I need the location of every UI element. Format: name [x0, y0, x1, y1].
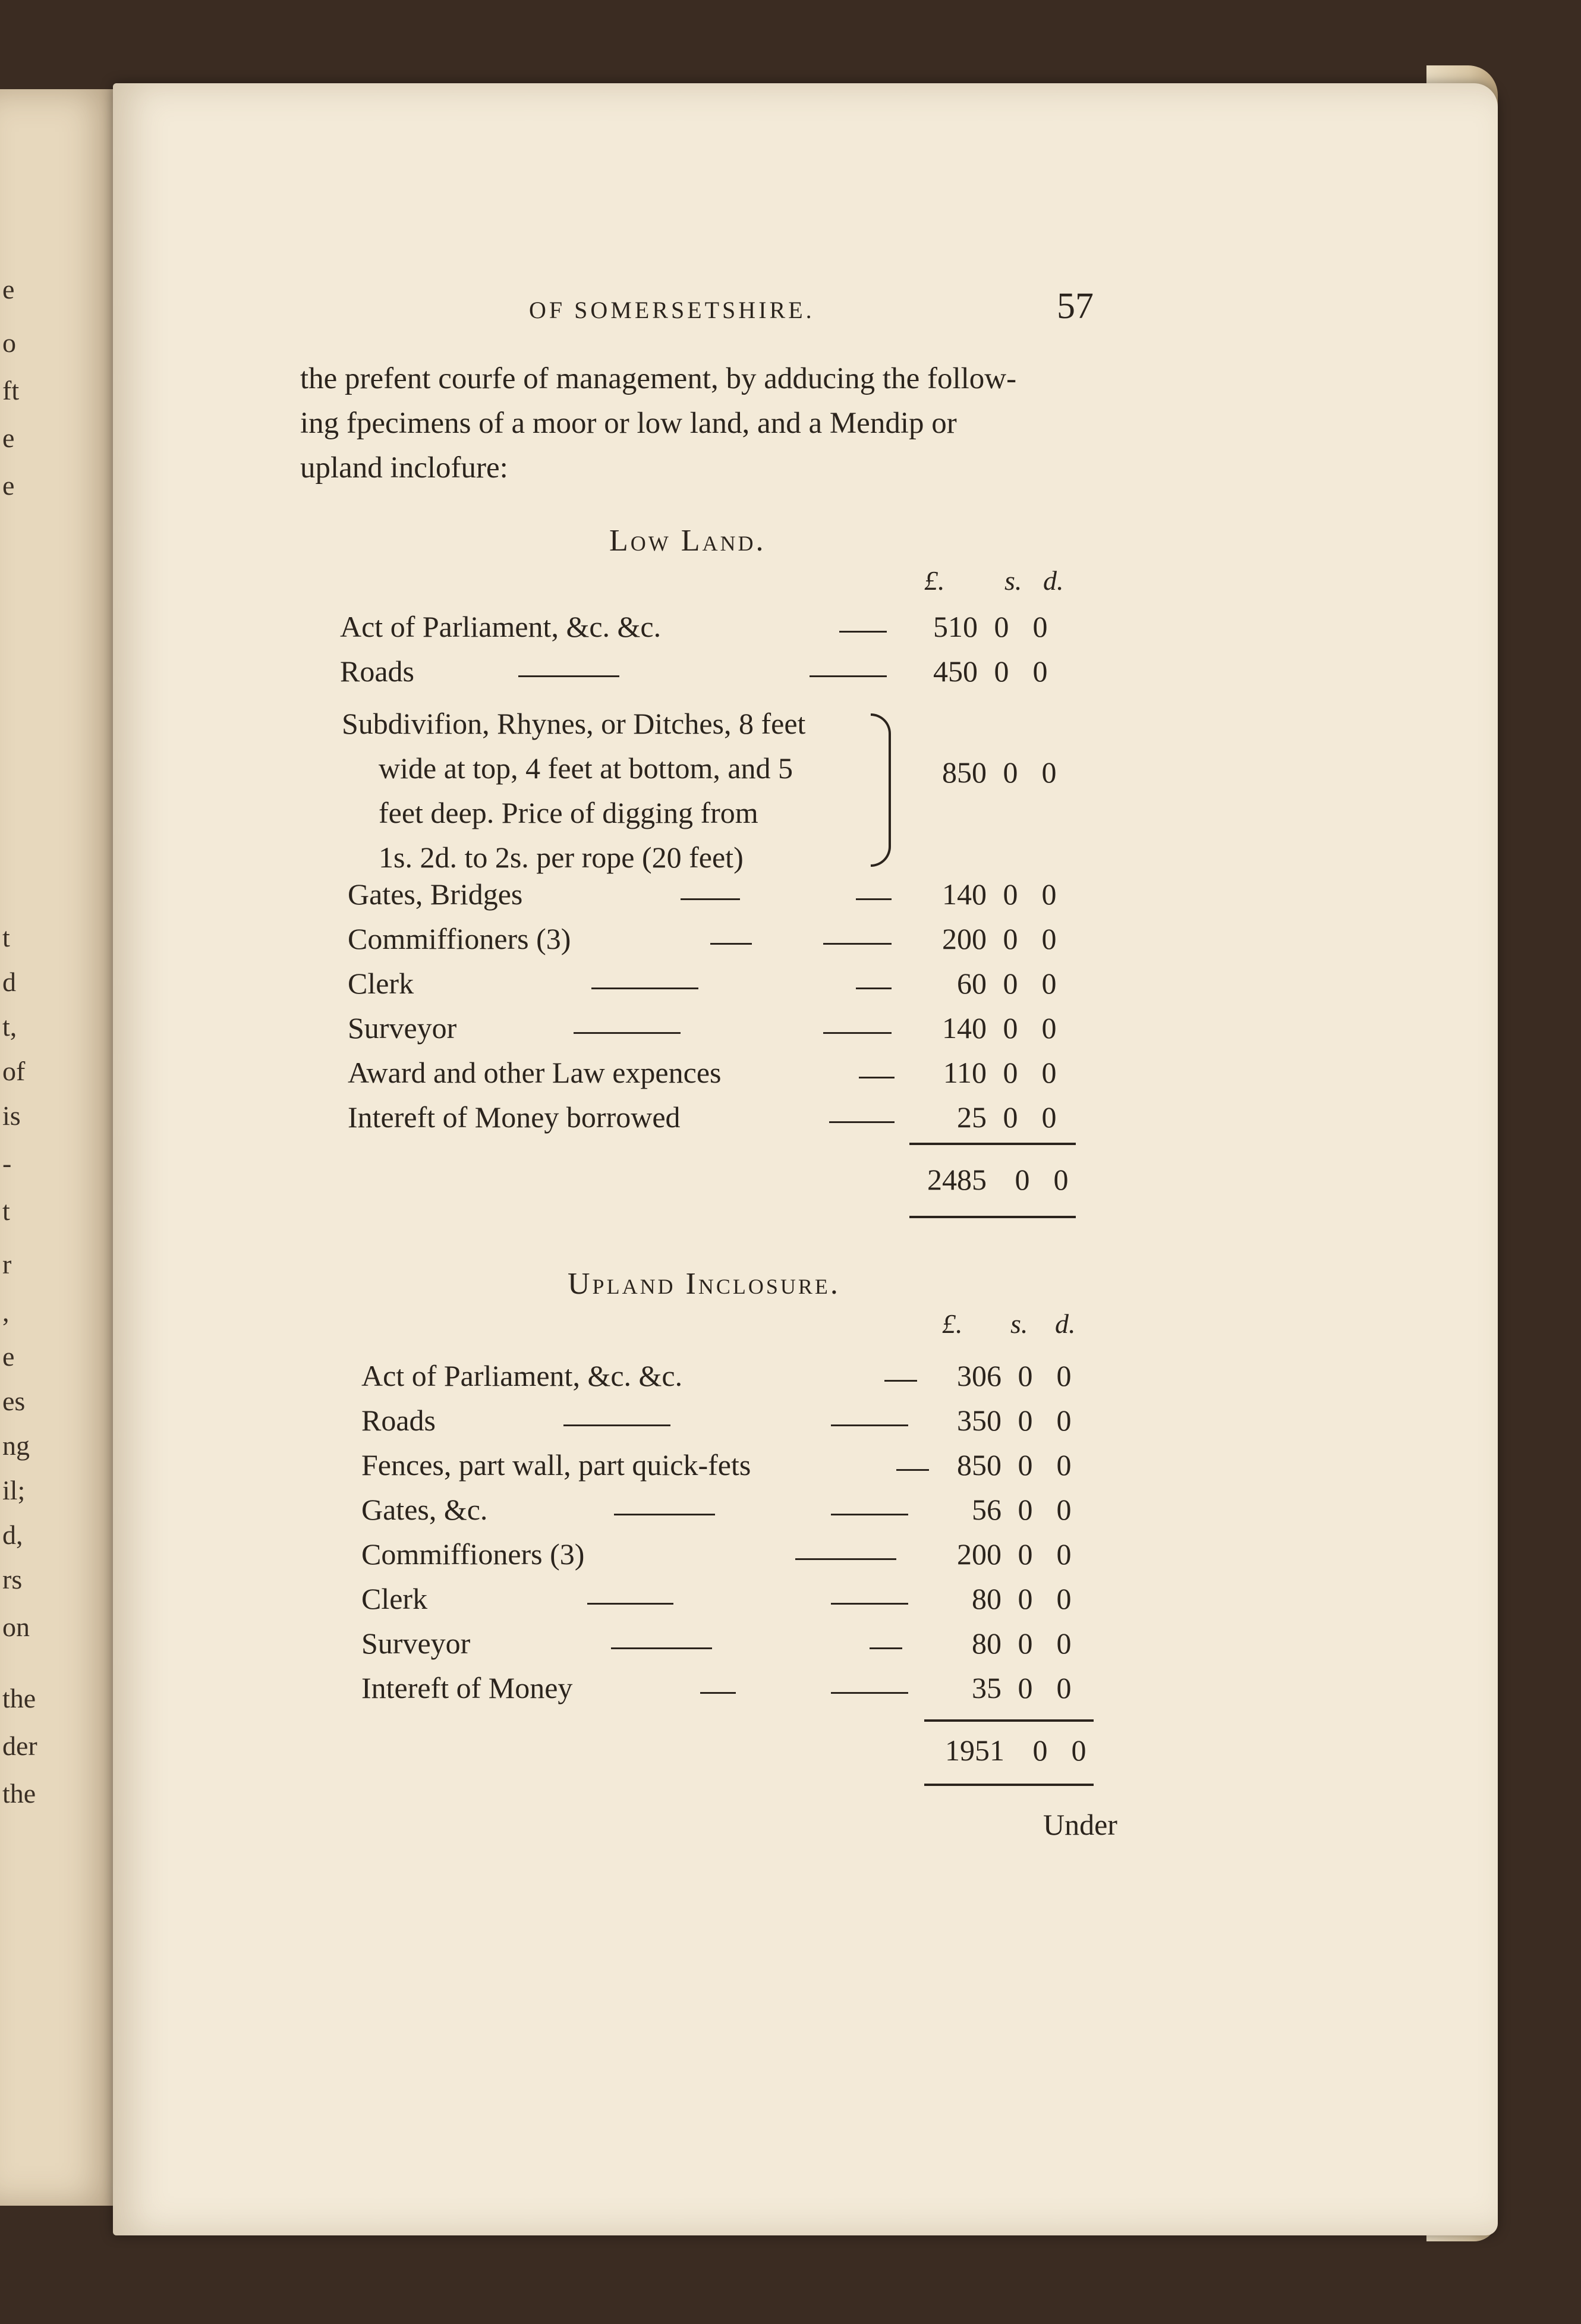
- page-number: 57: [1057, 286, 1094, 326]
- table-row: [348, 966, 1106, 1009]
- left-page-fragment: e: [2, 470, 15, 501]
- shillings-value: 0: [1018, 1582, 1033, 1615]
- left-page-fragment: -: [2, 1148, 12, 1178]
- shillings-value: 0: [1018, 1537, 1033, 1571]
- left-page-fragment: t: [2, 922, 10, 952]
- subdivision-entry: [342, 702, 805, 880]
- row-label: Clerk: [348, 967, 414, 1000]
- row-label: Act of Parliament, &c. &c.: [340, 610, 662, 643]
- leader-dash: [611, 1647, 712, 1649]
- subdivision-amount: [909, 755, 1088, 798]
- pence-value: 0: [1056, 1671, 1072, 1705]
- upland-total: [909, 1733, 1106, 1776]
- intro-line: ing fpecimens of a moor or low land, and a Mendip or: [300, 407, 957, 440]
- leader-dash: [574, 1032, 681, 1034]
- leader-dash: [518, 675, 619, 677]
- table-row: [361, 1671, 1120, 1713]
- pence-value: 0: [1056, 1493, 1072, 1526]
- table-row: [348, 877, 1106, 920]
- leader-dash: [587, 1603, 673, 1605]
- shillings-value: 0: [1003, 922, 1018, 955]
- upland-title: Upland Inclosure.: [568, 1267, 840, 1301]
- leader-dash: [710, 943, 752, 945]
- leader-dash: [700, 1692, 736, 1694]
- leader-dash: [681, 898, 740, 900]
- table-row: [361, 1448, 1120, 1490]
- left-page-fragment: e: [2, 423, 15, 453]
- row-label: Intereft of Money: [361, 1671, 573, 1705]
- subdivision-line: feet deep. Price of digging from: [379, 796, 758, 829]
- left-page-fragment: o: [2, 328, 16, 358]
- left-page-fragment: d: [2, 967, 16, 997]
- subdivision-line: wide at top, 4 feet at bottom, and 5: [379, 751, 793, 785]
- left-page-fragment: der: [2, 1731, 37, 1761]
- pence-value: 0: [1041, 922, 1057, 955]
- leader-dash: [831, 1514, 908, 1515]
- shillings-value: 0: [1003, 1100, 1018, 1134]
- pence-value: 0: [1041, 967, 1057, 1000]
- shillings-value: 0: [1018, 1671, 1033, 1705]
- pounds-value: 80: [972, 1627, 1001, 1660]
- shillings-value: 0: [1018, 1448, 1033, 1482]
- pounds-value: 510: [933, 610, 978, 643]
- pounds-value: 450: [933, 655, 978, 688]
- row-label: Clerk: [361, 1582, 428, 1615]
- leader-dash: [831, 1692, 908, 1694]
- pence-value: 0: [1032, 610, 1048, 643]
- total-rule: [924, 1784, 1094, 1786]
- shillings-value: 0: [1018, 1359, 1033, 1392]
- pence-value: 0: [1056, 1537, 1072, 1571]
- pence-value: 0: [1056, 1627, 1072, 1660]
- pence-value: 0: [1041, 1100, 1057, 1134]
- intro-line: upland inclofure:: [300, 451, 508, 485]
- left-page-fragment: of: [2, 1056, 26, 1086]
- low-land-total: [892, 1162, 1088, 1205]
- table-row: [348, 922, 1106, 964]
- shillings-value: 0: [994, 610, 1009, 643]
- running-head: OF SOMERSETSHIRE.: [529, 297, 815, 323]
- table-row: [361, 1537, 1120, 1580]
- pence-value: 0: [1056, 1448, 1072, 1482]
- sum-rule: [909, 1143, 1076, 1145]
- shillings-value: 0: [1018, 1627, 1033, 1660]
- pence-value: 0: [1056, 1582, 1072, 1615]
- leader-dash: [614, 1514, 715, 1515]
- row-label: Gates, &c.: [361, 1493, 488, 1526]
- total-pence: 0: [1071, 1734, 1086, 1767]
- leader-dash: [870, 1647, 902, 1649]
- table-row: [340, 654, 1097, 697]
- total-pounds: 2485: [927, 1163, 987, 1196]
- subdivision-line: 1s. 2d. to 2s. per rope (20 feet): [379, 841, 744, 874]
- intro-paragraph: [300, 357, 1097, 490]
- table-row: [361, 1492, 1120, 1535]
- sum-rule: [924, 1719, 1094, 1722]
- left-page-fragment: rs: [2, 1564, 23, 1595]
- total-shillings: 0: [1015, 1163, 1030, 1196]
- row-label: Fences, part wall, part quick-fets: [361, 1448, 751, 1482]
- row-label: Gates, Bridges: [348, 878, 523, 911]
- leader-dash: [810, 675, 887, 677]
- pounds-column-head: £.: [942, 1309, 963, 1339]
- pounds-column-head: £.: [924, 565, 945, 596]
- pence-value: 0: [1041, 1011, 1057, 1045]
- table-row: [348, 1100, 1106, 1143]
- left-page-fragment: il;: [2, 1475, 26, 1505]
- pounds-value: 200: [942, 922, 987, 955]
- catchword: Under: [1043, 1808, 1117, 1841]
- pounds-value: 56: [972, 1493, 1001, 1526]
- leader-dash: [831, 1603, 908, 1605]
- table-row: [361, 1403, 1120, 1446]
- left-page-fragment: the: [2, 1683, 36, 1713]
- leader-dash: [823, 1032, 892, 1034]
- row-label: Commiffioners (3): [348, 922, 571, 955]
- pence-value: 0: [1041, 1056, 1057, 1089]
- pence-column-head: d.: [1043, 565, 1064, 596]
- row-label: Award and other Law expences: [348, 1056, 722, 1089]
- left-page-fragment: t,: [2, 1011, 17, 1042]
- pounds-value: 850: [942, 756, 987, 789]
- total-rule: [909, 1216, 1076, 1218]
- total-shillings: 0: [1032, 1734, 1048, 1767]
- pence-value: 0: [1032, 655, 1048, 688]
- leader-dash: [829, 1121, 895, 1123]
- table-row: [361, 1358, 1120, 1401]
- leader-dash: [859, 1077, 895, 1078]
- pence-column-head: d.: [1055, 1309, 1076, 1339]
- subdivision-line: Subdivifion, Rhynes, or Ditches, 8 feet: [342, 707, 806, 740]
- row-label: Roads: [340, 655, 414, 688]
- left-page-fragment: t: [2, 1196, 10, 1226]
- left-page-fragment: ,: [2, 1297, 10, 1327]
- table-row: [348, 1055, 1106, 1098]
- pounds-value: 25: [957, 1100, 987, 1134]
- table-row: [348, 1011, 1106, 1053]
- leader-dash: [823, 943, 892, 945]
- pounds-value: 110: [943, 1056, 987, 1089]
- shillings-value: 0: [1018, 1493, 1033, 1526]
- pence-value: 0: [1056, 1404, 1072, 1437]
- shillings-value: 0: [994, 655, 1009, 688]
- pounds-value: 80: [972, 1582, 1001, 1615]
- left-page-fragment: is: [2, 1100, 21, 1131]
- pounds-value: 140: [942, 878, 987, 911]
- row-label: Surveyor: [348, 1011, 457, 1045]
- row-label: Intereft of Money borrowed: [348, 1100, 681, 1134]
- shillings-value: 0: [1003, 967, 1018, 1000]
- leader-dash: [591, 988, 698, 989]
- shillings-value: 0: [1018, 1404, 1033, 1437]
- pence-value: 0: [1041, 756, 1057, 789]
- pounds-value: 35: [972, 1671, 1001, 1705]
- shillings-value: 0: [1003, 1056, 1018, 1089]
- brace-mark: [871, 713, 891, 867]
- left-page-fragment: e: [2, 1341, 15, 1372]
- pounds-value: 200: [957, 1537, 1001, 1571]
- table-row: [361, 1581, 1120, 1624]
- pence-value: 0: [1056, 1359, 1072, 1392]
- page-header: [297, 286, 1094, 339]
- left-page-fragment: d,: [2, 1520, 23, 1550]
- leader-dash: [563, 1424, 670, 1426]
- shillings-column-head: s.: [1010, 1309, 1028, 1339]
- row-label: Act of Parliament, &c. &c.: [361, 1359, 683, 1392]
- left-page-edge: [0, 89, 122, 2206]
- leader-dash: [856, 988, 892, 989]
- shillings-column-head: s.: [1004, 565, 1022, 596]
- pounds-value: 850: [957, 1448, 1001, 1482]
- pounds-value: 60: [957, 967, 987, 1000]
- low-land-title: Low Land.: [609, 524, 766, 558]
- left-page-fragment: e: [2, 274, 15, 304]
- row-label: Commiffioners (3): [361, 1537, 585, 1571]
- shillings-value: 0: [1003, 878, 1018, 911]
- left-page-fragment: ft: [2, 375, 20, 405]
- left-page-fragment: r: [2, 1249, 12, 1279]
- leader-dash: [795, 1558, 896, 1560]
- leader-dash: [831, 1424, 908, 1426]
- total-pounds: 1951: [945, 1734, 1004, 1767]
- intro-line: the prefent courfe of management, by adducing the follow-: [300, 362, 1017, 395]
- pounds-value: 306: [957, 1359, 1001, 1392]
- left-page-fragment: ng: [2, 1430, 30, 1461]
- shillings-value: 0: [1003, 1011, 1018, 1045]
- row-label: Surveyor: [361, 1627, 471, 1660]
- leader-dash: [856, 898, 892, 900]
- left-page-fragment: the: [2, 1778, 36, 1809]
- leader-dash: [884, 1380, 917, 1382]
- pence-value: 0: [1041, 878, 1057, 911]
- row-label: Roads: [361, 1404, 436, 1437]
- left-page-fragment: es: [2, 1386, 26, 1416]
- pounds-value: 140: [942, 1011, 987, 1045]
- table-row: [340, 609, 1097, 652]
- left-page-fragment: on: [2, 1612, 30, 1642]
- shillings-value: 0: [1003, 756, 1018, 789]
- total-pence: 0: [1053, 1163, 1069, 1196]
- pounds-value: 350: [957, 1404, 1001, 1437]
- leader-dash: [839, 631, 887, 633]
- table-row: [361, 1626, 1120, 1669]
